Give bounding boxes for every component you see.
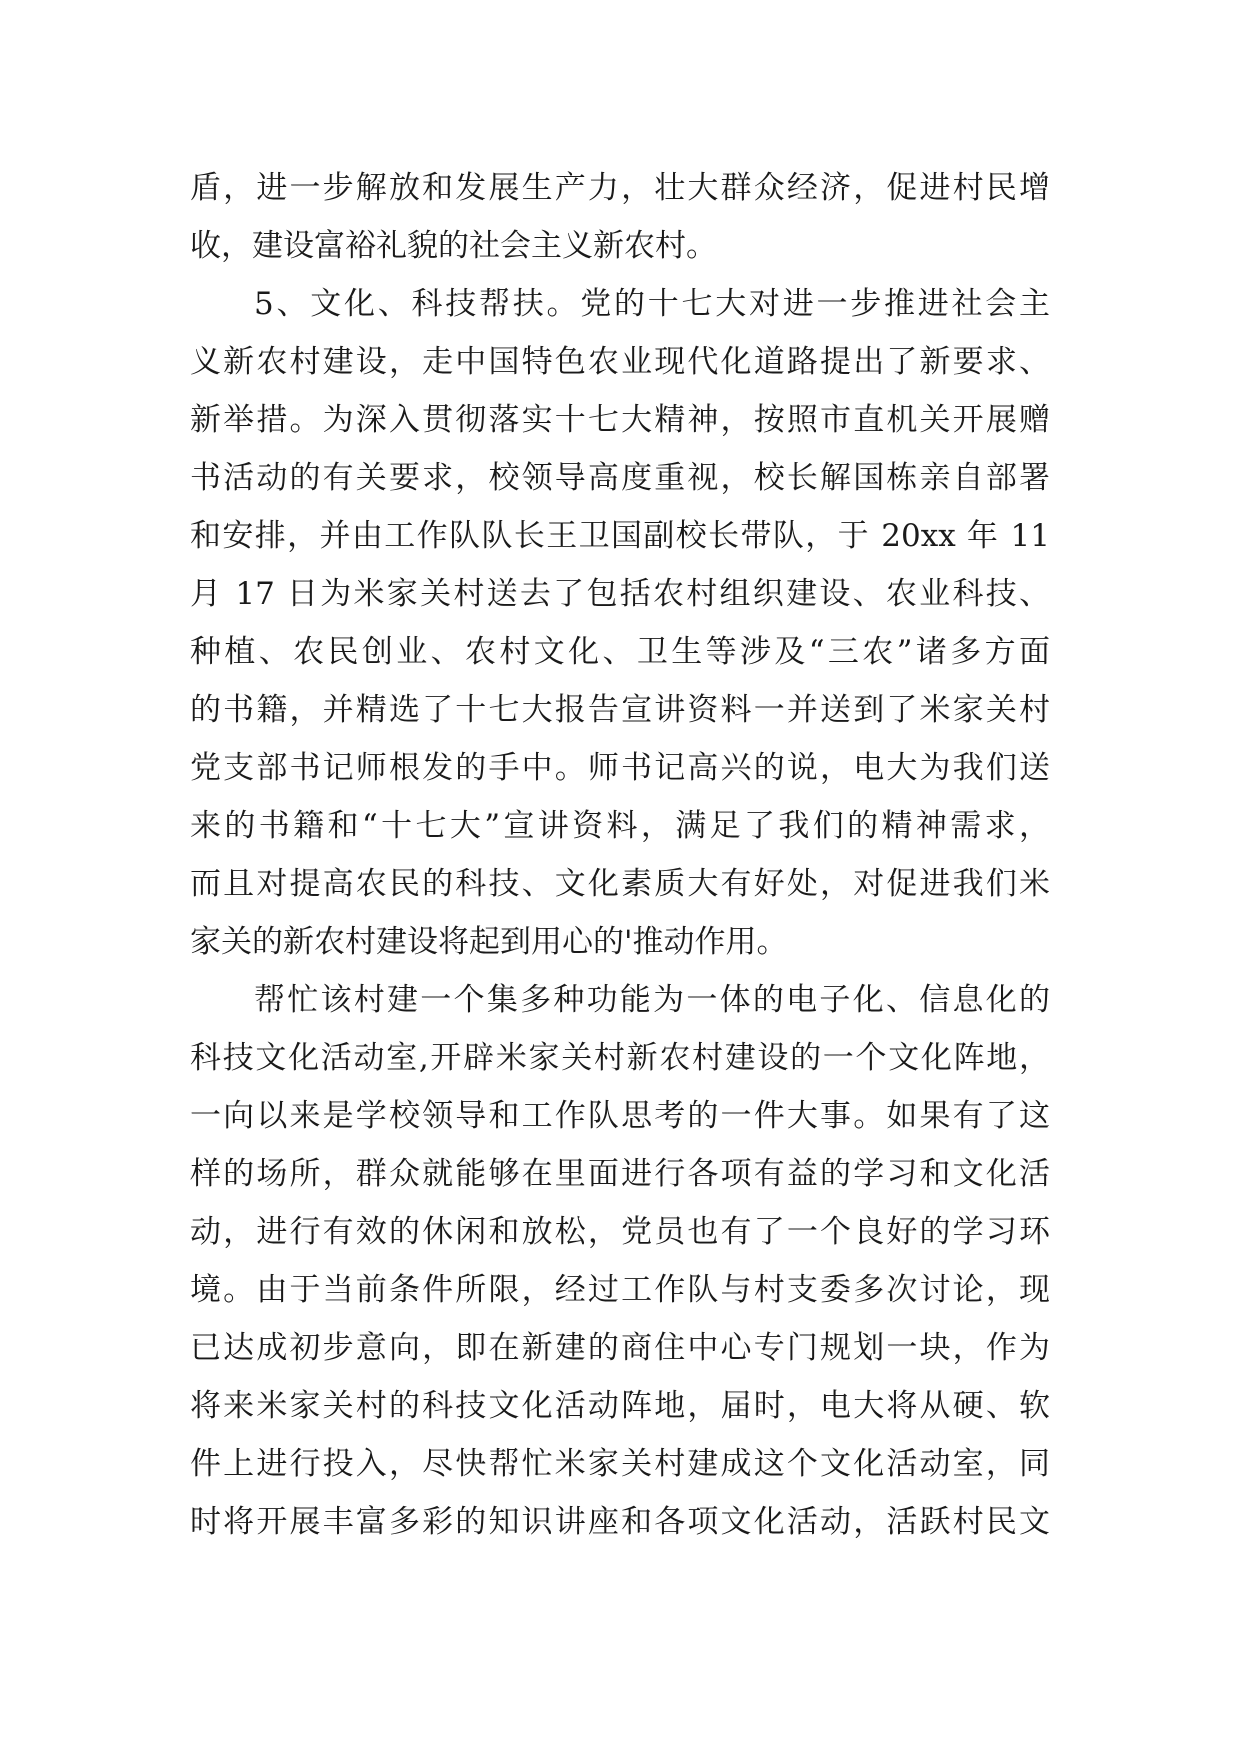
- text-line: 来的书籍和“十七大”宣讲资料，满足了我们的精神需求，: [190, 808, 1050, 844]
- text-line: 科技文化活动室,开辟米家关村新农村建设的一个文化阵地，: [190, 1040, 1050, 1076]
- text-line: 和安排，并由工作队队长王卫国副校长带队，于 20xx 年 11: [190, 518, 1050, 554]
- text-line: 义新农村建设，走中国特色农业现代化道路提出了新要求、: [190, 344, 1050, 380]
- text-line: 将来米家关村的科技文化活动阵地，届时，电大将从硬、软: [190, 1388, 1050, 1424]
- text-line: 5、文化、科技帮扶。党的十七大对进一步推进社会主: [254, 286, 1050, 322]
- text-line: 的书籍，并精选了十七大报告宣讲资料一并送到了米家关村: [190, 692, 1050, 728]
- text-line: 月 17 日为米家关村送去了包括农村组织建设、农业科技、: [190, 576, 1050, 612]
- text-line: 动，进行有效的休闲和放松，党员也有了一个良好的学习环: [190, 1214, 1050, 1250]
- text-line: 党支部书记师根发的手中。师书记高兴的说，电大为我们送: [190, 750, 1050, 786]
- text-line: 盾，进一步解放和发展生产力，壮大群众经济，促进村民增: [190, 170, 1050, 206]
- text-line: 家关的新农村建设将起到用心的'推动作用。: [190, 924, 788, 960]
- text-line: 而且对提高农民的科技、文化素质大有好处，对促进我们米: [190, 866, 1050, 902]
- text-line: 一向以来是学校领导和工作队思考的一件大事。如果有了这: [190, 1098, 1050, 1134]
- text-line: 书活动的有关要求，校领导高度重视，校长解国栋亲自部署: [190, 460, 1050, 496]
- text-line: 样的场所，群众就能够在里面进行各项有益的学习和文化活: [190, 1156, 1050, 1192]
- text-line: 境。由于当前条件所限，经过工作队与村支委多次讨论，现: [190, 1272, 1050, 1308]
- text-line: 新举措。为深入贯彻落实十七大精神，按照市直机关开展赠: [190, 402, 1050, 438]
- text-line: 时将开展丰富多彩的知识讲座和各项文化活动，活跃村民文: [190, 1504, 1050, 1540]
- text-line: 已达成初步意向，即在新建的商住中心专门规划一块，作为: [190, 1330, 1050, 1366]
- text-line: 帮忙该村建一个集多种功能为一体的电子化、信息化的: [254, 982, 1050, 1018]
- text-line: 收，建设富裕礼貌的社会主义新农村。: [190, 228, 717, 264]
- text-line: 件上进行投入，尽快帮忙米家关村建成这个文化活动室，同: [190, 1446, 1050, 1482]
- text-line: 种植、农民创业、农村文化、卫生等涉及“三农”诸多方面: [190, 634, 1050, 670]
